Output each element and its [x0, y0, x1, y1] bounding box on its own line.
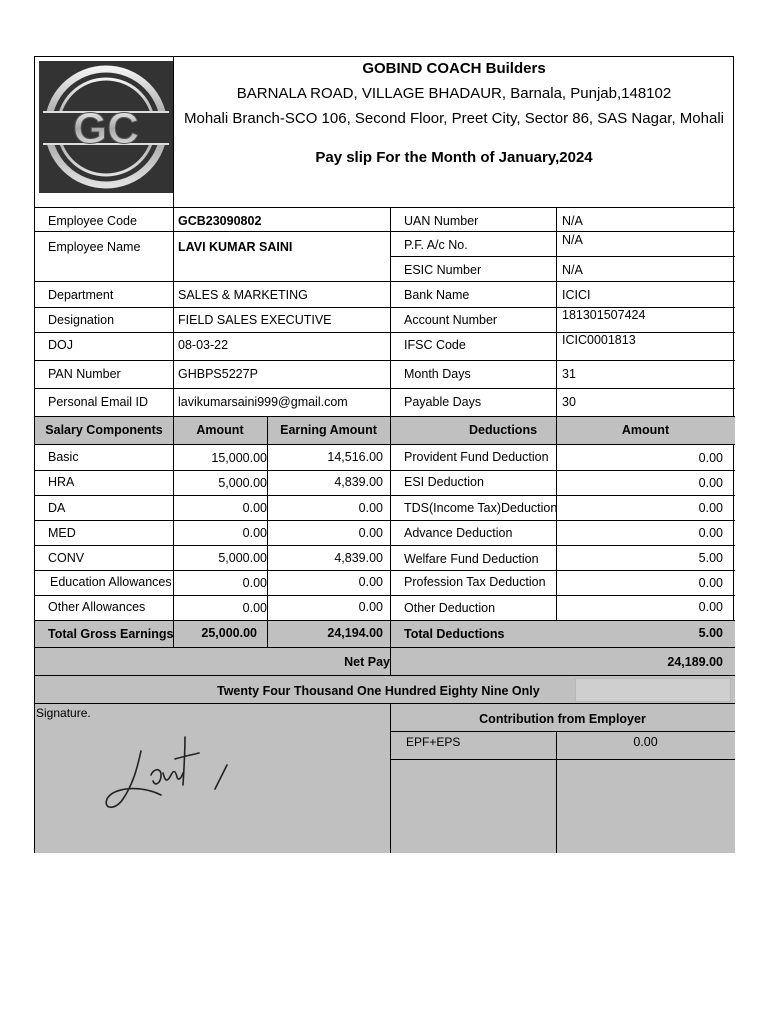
deduction-name: Welfare Fund Deduction: [404, 552, 539, 566]
deduction-name: TDS(Income Tax)Deduction: [404, 501, 558, 515]
company-logo: [39, 61, 173, 193]
company-address: BARNALA ROAD, VILLAGE BHADAUR, Barnala, Punjab,148102: [236, 85, 672, 102]
bank-label: Bank Name: [404, 288, 470, 302]
uan-label: UAN Number: [404, 214, 479, 228]
designation-value: FIELD SALES EXECUTIVE: [178, 313, 332, 327]
doj-value: 08-03-22: [178, 338, 229, 352]
email-value: lavikumarsaini999@gmail.com: [178, 395, 348, 409]
total-gross-label: Total Gross Earnings: [48, 627, 174, 641]
deduction-name: Profession Tax Deduction: [404, 575, 546, 589]
payslip-title: Pay slip For the Month of January,2024: [315, 149, 593, 166]
deduction-amount: 0.00: [698, 476, 723, 490]
deduction-name: Other Deduction: [404, 601, 496, 615]
pan-label: PAN Number: [48, 367, 121, 381]
department-label: Department: [48, 288, 114, 302]
uan-value: N/A: [562, 214, 583, 228]
component-amount: 15,000.00: [211, 451, 267, 465]
month-days-label: Month Days: [404, 367, 471, 381]
payable-days-value: 30: [562, 395, 576, 409]
component-name: HRA: [48, 475, 75, 489]
earning-amount: 14,516.00: [327, 450, 383, 464]
epf-label: EPF+EPS: [406, 735, 461, 749]
deductions-header: Deductions: [468, 423, 538, 437]
net-pay-amount: 24,189.00: [667, 655, 723, 669]
amount-header: Amount: [196, 423, 244, 437]
earning-amount: 0.00: [358, 600, 383, 614]
email-label: Personal Email ID: [48, 395, 149, 409]
account-label: Account Number: [404, 313, 498, 327]
employee-name-label: Employee Name: [48, 240, 141, 254]
net-pay-label: Net Pay: [344, 655, 390, 669]
component-name: Basic: [48, 450, 79, 464]
employee-code-value: GCB23090802: [178, 214, 262, 228]
deduction-amount: 0.00: [698, 451, 723, 465]
logo-text: GC: [73, 104, 139, 153]
component-amount: 0.00: [242, 501, 267, 515]
component-amount: 5,000.00: [218, 551, 267, 565]
account-value: 181301507424: [562, 308, 646, 322]
deduction-amount: 0.00: [698, 576, 723, 590]
component-name: Other Allowances: [48, 600, 146, 614]
payable-days-label: Payable Days: [404, 395, 482, 409]
pan-value: GHBPS5227P: [178, 367, 258, 381]
total-gross-amount: 25,000.00: [201, 626, 257, 640]
ifsc-label: IFSC Code: [404, 338, 466, 352]
component-amount: 0.00: [242, 601, 267, 615]
signature-label: Signature.: [36, 706, 91, 720]
company-branch: Mohali Branch-SCO 106, Second Floor, Preet City, Sector 86, SAS Nagar, Mohali: [184, 110, 724, 127]
deduction-amount-header: Amount: [621, 423, 670, 437]
designation-label: Designation: [48, 313, 115, 327]
payslip-sheet: [34, 56, 734, 853]
bank-value: ICICI: [562, 288, 591, 302]
component-name: CONV: [48, 551, 85, 565]
doj-label: DOJ: [48, 338, 73, 352]
salary-components-header: Salary Components: [45, 423, 163, 437]
deduction-name: Provident Fund Deduction: [404, 450, 549, 464]
amount-in-words: Twenty Four Thousand One Hundred Eighty Nine Only: [217, 684, 540, 698]
pf-label: P.F. A/c No.: [404, 238, 468, 252]
deduction-amount: 0.00: [698, 600, 723, 614]
pf-value: N/A: [562, 233, 583, 247]
deduction-amount: 5.00: [698, 551, 723, 565]
component-name: Education Allowances: [50, 575, 172, 589]
component-amount: 0.00: [242, 526, 267, 540]
earning-amount: 4,839.00: [334, 475, 383, 489]
esic-label: ESIC Number: [404, 263, 482, 277]
component-amount: 0.00: [242, 576, 267, 590]
total-deductions-amount: 5.00: [698, 626, 723, 640]
epf-amount: 0.00: [633, 735, 658, 749]
blank-cell: [575, 678, 731, 702]
employee-code-label: Employee Code: [48, 214, 137, 228]
ifsc-value: ICIC0001813: [562, 333, 636, 347]
component-amount: 5,000.00: [218, 476, 267, 490]
deduction-name: Advance Deduction: [404, 526, 513, 540]
month-days-value: 31: [562, 367, 576, 381]
component-name: MED: [48, 526, 76, 540]
component-name: DA: [48, 501, 66, 515]
deduction-amount: 0.00: [698, 501, 723, 515]
signature-image: [101, 729, 251, 819]
esic-value: N/A: [562, 263, 583, 277]
contribution-title: Contribution from Employer: [479, 712, 646, 726]
earning-amount-header: Earning Amount: [280, 423, 377, 437]
employee-name-value: LAVI KUMAR SAINI: [178, 240, 293, 254]
earning-amount: 0.00: [358, 501, 383, 515]
logo-emblem-icon: [39, 61, 173, 193]
total-gross-earning: 24,194.00: [327, 626, 383, 640]
company-name: GOBIND COACH Builders: [362, 60, 546, 77]
deduction-name: ESI Deduction: [404, 475, 484, 489]
deduction-amount: 0.00: [698, 526, 723, 540]
earning-amount: 0.00: [358, 526, 383, 540]
department-value: SALES & MARKETING: [178, 288, 308, 302]
earning-amount: 4,839.00: [334, 551, 383, 565]
total-deductions-label: Total Deductions: [404, 627, 505, 641]
earning-amount: 0.00: [358, 575, 383, 589]
